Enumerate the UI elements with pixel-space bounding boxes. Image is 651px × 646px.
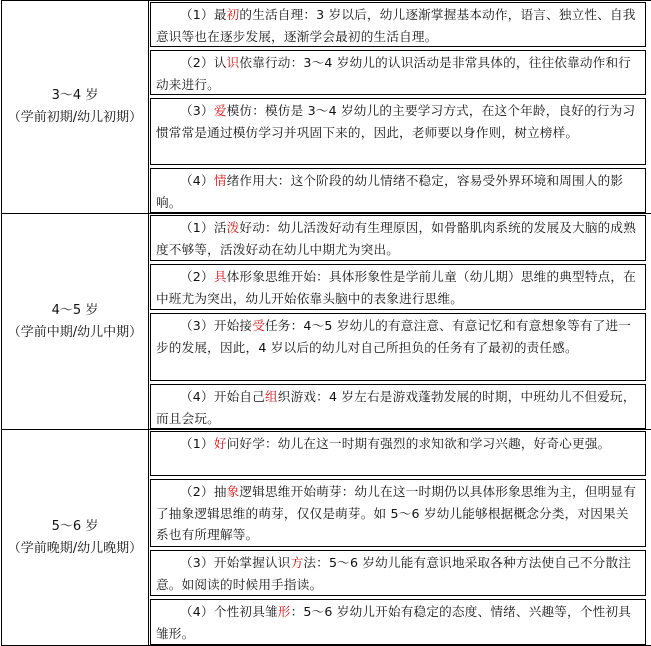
list-item [150,550,646,596]
age-stage-cell [2,214,149,430]
item-text: 好动：幼儿活泼好动有生理原因，如骨骼肌肉系统的发展及大脑的成熟度不够等，活泼好动在幼儿中期尤为突出。 [156,220,636,257]
item-number: （1） [180,220,214,235]
characteristics-cell [149,214,651,430]
list-item [150,599,646,645]
table-row [2,1,651,214]
list-item [150,384,646,429]
item-text-pre: 开始自己 [214,389,265,404]
item-number: （3） [180,103,214,118]
characteristics-cell [149,1,651,214]
item-text-pre: 认 [214,55,227,70]
highlight-char: 方 [291,555,304,570]
item-text-pre: 开始掌握认识 [214,555,291,570]
item-text-pre: 个性初具雏 [214,604,278,619]
item-text-pre: 开始接 [214,318,252,333]
highlight-char: 受 [252,318,265,333]
period-label: （学前中期/幼儿中期） [4,322,146,344]
item-number: （2） [180,269,214,284]
list-item [150,431,646,476]
list-item [150,2,646,47]
highlight-char: 爱 [214,103,227,118]
highlight-char: 形 [278,604,291,619]
list-item [150,313,646,381]
item-text: 法：5～6 岁幼儿能有意识地采取各种方法使自己不分散注意。如阅读的时候用手指读。 [156,555,631,592]
table-row [2,430,651,646]
item-text: 问好学：幼儿在这一时期有强烈的求知欲和学习兴趣，好奇心更强。 [227,436,611,451]
age-label: 4～5 岁 [4,300,146,322]
highlight-char: 具 [214,269,227,284]
age-stage-cell [2,1,149,214]
item-text: 模仿：模仿是 3～4 岁幼儿的主要学习方式，在这个年龄，良好的行为习惯常常是通过模仿学习并巩固下来的，因此，老师要以身作则，树立榜样。 [156,103,635,140]
period-label: （学前初期/幼儿初期） [4,107,146,129]
item-text-pre: 抽 [214,484,227,499]
list-item [150,98,646,165]
item-number: （1） [180,436,214,451]
list-item [150,168,646,213]
item-number: （4） [180,173,214,188]
item-text: 依靠行动：3～4 岁幼儿的认识活动是非常具体的，往往依靠动作和行动来进行。 [156,55,631,92]
age-label: 5～6 岁 [4,516,146,538]
item-number: （3） [180,555,214,570]
item-text: 逻辑思维开始萌芽：幼儿在这一时期仍以具体形象思维为主，但明显有了抽象逻辑思维的萌芽，仅仅是萌芽。如 5～6 岁幼儿能够根据概念分类，对因果关系也有所理解等。 [156,484,636,542]
age-label: 3～4 岁 [4,85,146,107]
table-row [2,214,651,430]
item-number: （2） [180,55,214,70]
item-number: （2） [180,484,214,499]
characteristics-cell [149,430,651,646]
item-text-pre: 活 [214,220,227,235]
list-item [150,479,646,547]
development-table [1,0,651,646]
highlight-char: 初 [227,7,240,22]
item-number: （4） [180,604,214,619]
period-label: （学前晚期/幼儿晚期） [4,538,146,560]
highlight-char: 好 [214,436,227,451]
list-item [150,264,646,310]
highlight-char: 情 [214,173,227,188]
age-stage-cell [2,430,149,646]
item-text: 织游戏：4 岁左右是游戏蓬勃发展的时期，中班幼儿不但爱玩，而且会玩。 [156,389,636,426]
list-item [150,215,646,261]
item-text-pre: 最 [214,7,227,22]
item-text: 的生活自理：3 岁以后，幼儿逐渐掌握基本动作，语言、独立性、自我意识等也在逐步发展，逐渐学会最初的生活自理。 [156,7,636,44]
item-text: 绪作用大：这个阶段的幼儿情绪不稳定，容易受外界环境和周围人的影响。 [156,173,623,210]
item-number: （1） [180,7,214,22]
item-number: （3） [180,318,214,333]
list-item [150,50,646,95]
item-text: ：5～6 岁幼儿开始有稳定的态度、情绪、兴趣等，个性初具雏形。 [156,604,631,641]
highlight-char: 泼 [227,220,240,235]
highlight-char: 组 [265,389,278,404]
highlight-char: 象 [227,484,240,499]
item-number: （4） [180,389,214,404]
item-text: 任务：4～5 岁幼儿的有意注意、有意记忆和有意想象等有了进一步的发展，因此，4 岁以后的幼儿对自己所担负的任务有了最初的责任感。 [156,318,631,355]
highlight-char: 识 [227,55,240,70]
item-text: 体形象思维开始：具体形象性是学前儿童（幼儿期）思维的典型特点，在中班尤为突出，幼儿开始依靠头脑中的表象进行思维。 [156,269,636,306]
